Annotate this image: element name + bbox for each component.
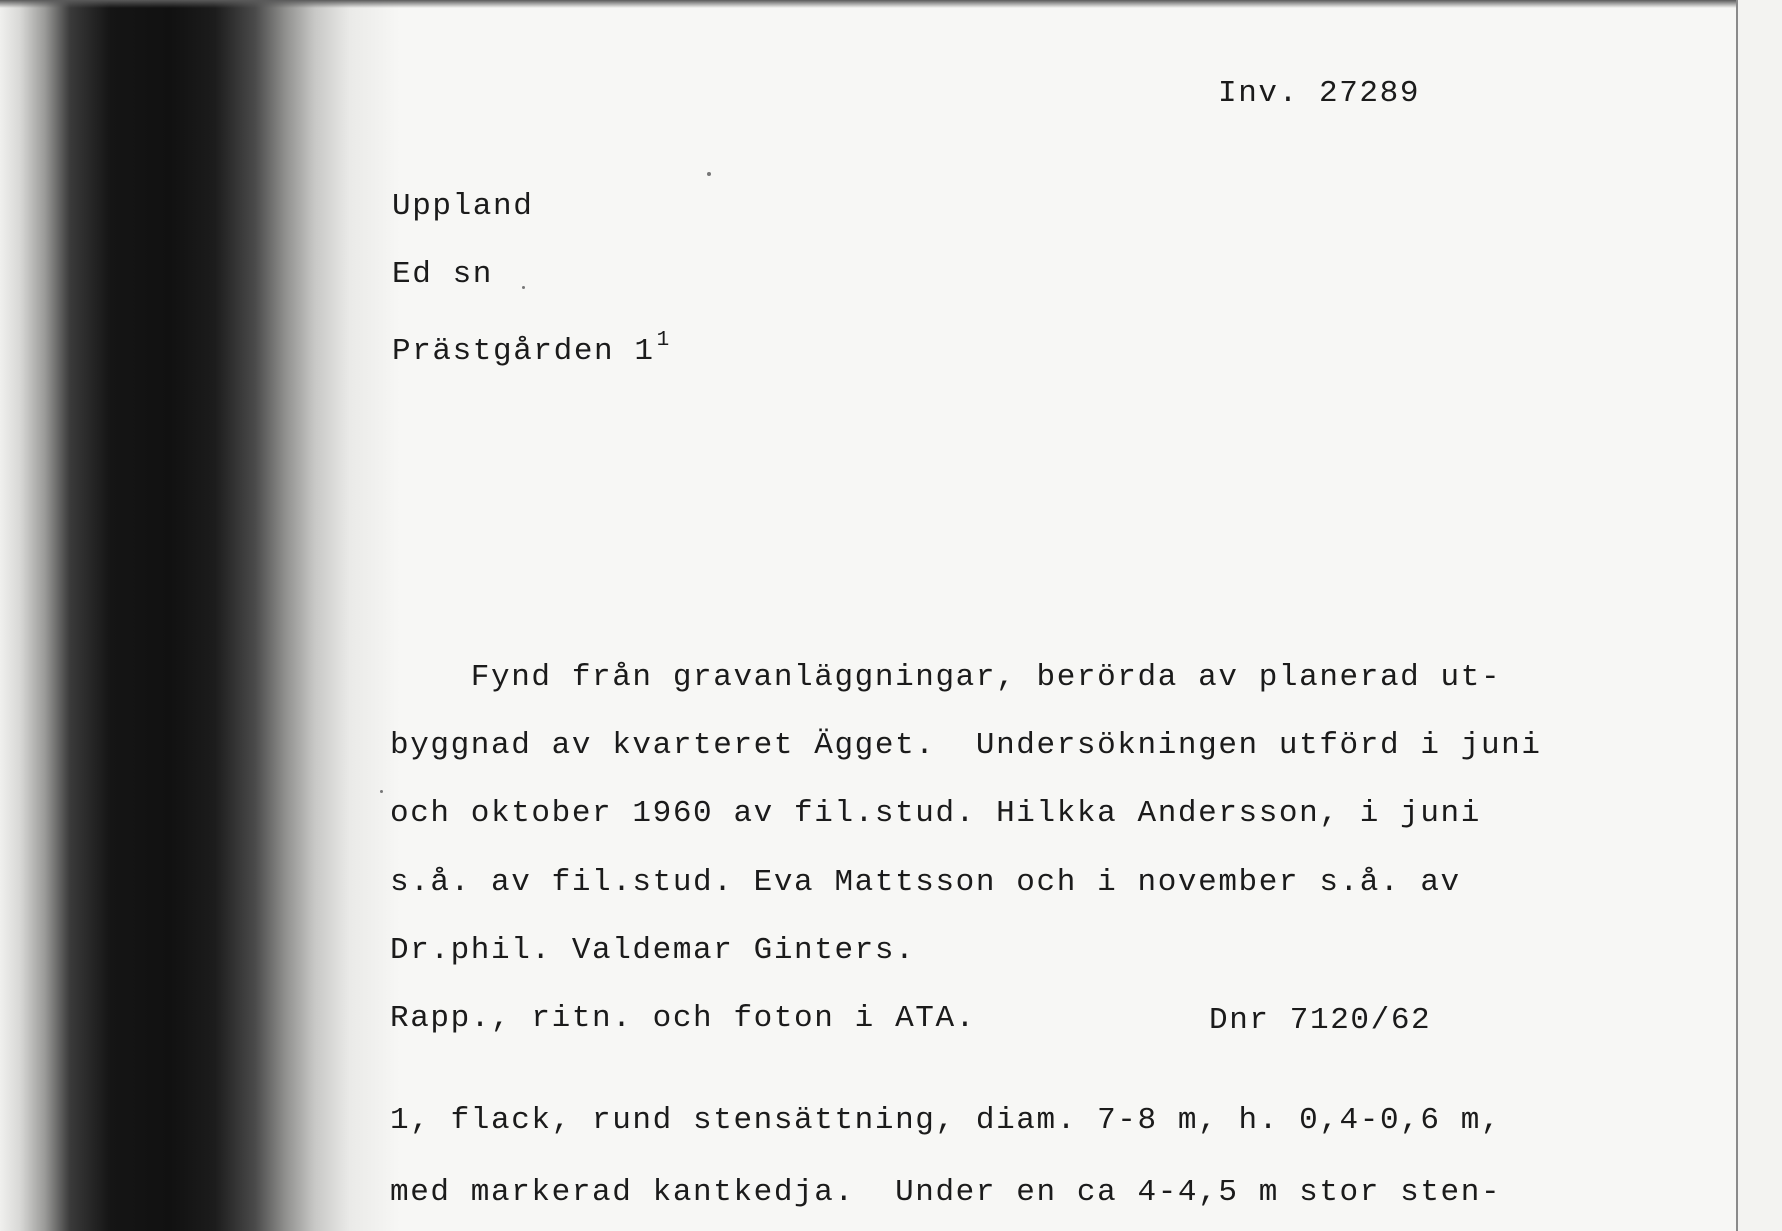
top-edge-shadow — [0, 0, 1740, 8]
province-label: Uppland — [392, 189, 534, 224]
entry-line-2: med markerad kantkedja. Under en ca 4-4,5 m stor sten- — [390, 1175, 1502, 1210]
paragraph-line-5: Dr.phil. Valdemar Ginters. — [390, 933, 916, 968]
paper-right-edge — [1736, 0, 1782, 1231]
paper-speck — [522, 286, 525, 289]
paper-speck — [380, 790, 383, 793]
paragraph-line-1: Fynd från gravanläggningar, berörda av planerad ut- — [390, 660, 1502, 695]
paragraph-line-2: byggnad av kvarteret Ägget. Undersökningen utförd i juni — [390, 728, 1542, 763]
inventory-number: Inv. 27289 — [1218, 76, 1421, 111]
paragraph-line-3: och oktober 1960 av fil.stud. Hilkka Andersson, i juni — [390, 796, 1481, 831]
property-name: Prästgården 1 — [392, 334, 655, 369]
reference-archive: Rapp., ritn. och foton i ATA. — [390, 1001, 976, 1036]
paragraph-line-4: s.å. av fil.stud. Eva Mattsson och i november s.å. av — [390, 865, 1461, 900]
property-label — [392, 330, 671, 367]
binding-shadow — [0, 0, 400, 1231]
property-superscript: 1 — [656, 329, 671, 352]
parish-label: Ed sn — [392, 257, 494, 292]
reference-dnr: Dnr 7120/62 — [1209, 1003, 1432, 1038]
entry-line-1: 1, flack, rund stensättning, diam. 7-8 m, h. 0,4-0,6 m, — [390, 1103, 1502, 1138]
paper-speck — [707, 172, 711, 176]
